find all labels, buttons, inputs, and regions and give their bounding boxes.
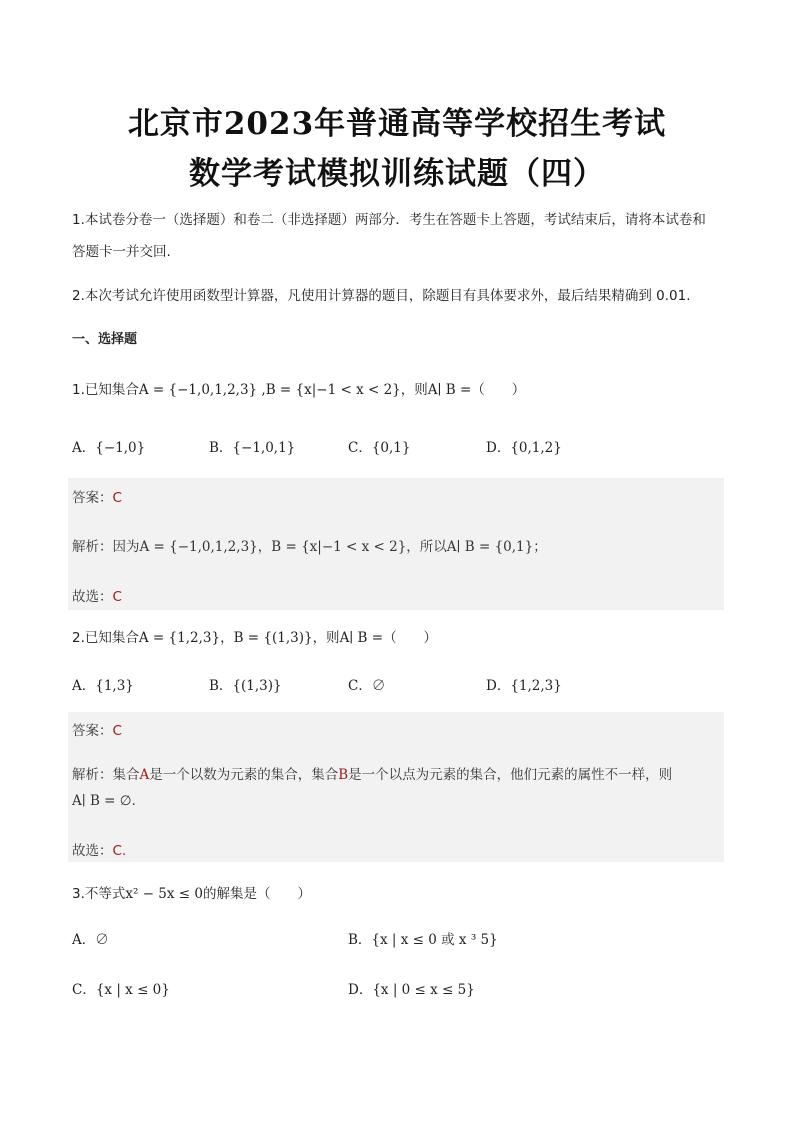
q2-stem-mid: ， — [220, 630, 234, 646]
q2-option-d: D．{1,2,3} — [486, 678, 562, 694]
q1-conclusion — [72, 585, 122, 605]
q2-analysis-var-a: A — [139, 767, 150, 783]
q1-analysis-text: 因为 — [112, 539, 140, 555]
q1-analysis-mid: ，所以 — [406, 539, 447, 555]
note-1-line-1: 1.本试卷分卷一（选择题）和卷二（非选择题）两部分．考生在答题卡上答题，考试结束后，请将本试卷和 — [72, 212, 706, 228]
q2-analysis-end: . — [131, 793, 136, 809]
q2-conclusion — [72, 839, 126, 859]
q3-stem-text: 3.不等式 — [72, 886, 126, 902]
q2-answer — [72, 719, 122, 739]
q2-answer-value: C — [112, 723, 122, 739]
q1-analysis-label: 解析： — [72, 539, 113, 555]
note-1-line-2: 答题卡一并交回. — [72, 244, 171, 260]
q2-answer-box — [68, 712, 724, 862]
exam-title-line1: 北京市2023年普通高等学校招生考试 — [127, 106, 667, 142]
q1-stem-paren: （ ） — [471, 382, 526, 398]
q1-analysis — [72, 535, 547, 555]
q2-analysis-text-c: 是一个以点为元素的集合，他们元素的属性不一样，则 — [348, 767, 673, 783]
question-3-stem — [72, 882, 311, 906]
q1-option-d: D．{0,1,2} — [486, 440, 562, 456]
q2-stem-math2: B = {(1,3)} — [233, 630, 313, 646]
q2-analysis-var-b: B — [338, 767, 349, 783]
q1-option-b: B．{−1,0,1} — [209, 440, 296, 456]
q1-answer-value: C — [112, 490, 122, 506]
q2-stem-text: 2.已知集合 — [72, 630, 139, 646]
q1-stem-text: 1.已知集合 — [72, 382, 139, 398]
q1-answer-label: 答案： — [72, 490, 113, 506]
q3-option-a: A．∅ — [72, 932, 109, 948]
q2-option-b: B．{(1,3)} — [209, 678, 282, 694]
q1-conclusion-label: 故选： — [72, 589, 113, 605]
exam-title-line2: 数学考试模拟训练试题（四） — [189, 156, 605, 192]
q1-stem-math2: A∣ B = — [427, 382, 472, 398]
q1-analysis-math-2: B = {x|−1 < x < 2} — [271, 539, 407, 555]
q2-stem-paren: （ ） — [383, 630, 438, 646]
q1-answer — [72, 486, 122, 506]
q2-answer-label: 答案： — [72, 723, 113, 739]
q2-option-c: C．∅ — [348, 678, 386, 694]
q1-conclusion-value: C — [112, 589, 122, 605]
q1-stem-math: A = {−1,0,1,2,3} ,B = {x|−1 < x < 2} — [138, 382, 401, 398]
note-2: 2.本次考试允许使用函数型计算器，凡使用计算器的题目，除题目有具体要求外，最后结果精确到 0.01. — [72, 288, 691, 304]
q2-analysis-text-b: 是一个以数为元素的集合，集合 — [149, 767, 339, 783]
q2-conclusion-value: C. — [112, 843, 127, 859]
q3-option-c: C．{x | x ≤ 0} — [72, 982, 170, 998]
q2-option-a: A．{1,3} — [72, 678, 134, 694]
q3-stem-math: x² − 5x ≤ 0 — [125, 886, 203, 902]
question-1-stem — [72, 378, 525, 402]
q2-analysis-text-a: 集合 — [112, 767, 140, 783]
q3-option-b: B．{x | x ≤ 0 或 x ³ 5} — [348, 932, 498, 948]
q1-stem-mid: ，则 — [400, 382, 428, 398]
q2-stem-math: A = {1,2,3} — [138, 630, 221, 646]
q2-conclusion-label: 故选： — [72, 843, 113, 859]
q2-analysis-line-1 — [72, 763, 672, 783]
q3-stem-paren: 的解集是（ ） — [203, 886, 311, 902]
q1-analysis-sep: ， — [257, 539, 272, 555]
q1-option-a: A．{−1,0} — [72, 440, 146, 456]
q1-analysis-math-3: A∣ B = {0,1} — [446, 539, 534, 555]
q2-analysis-math: A∣ B = ∅ — [72, 793, 132, 809]
q2-stem-math3: A∣ B = — [339, 630, 384, 646]
question-2-stem — [72, 626, 437, 650]
q2-analysis-line-2 — [72, 793, 136, 809]
q1-option-c: C．{0,1} — [348, 440, 411, 456]
q2-analysis-label: 解析： — [72, 767, 113, 783]
q3-option-d: D．{x | 0 ≤ x ≤ 5} — [348, 982, 475, 998]
q1-analysis-math-1: A = {−1,0,1,2,3} — [139, 539, 258, 555]
section-title: 一、选择题 — [72, 332, 138, 347]
q2-stem-mid2: ，则 — [312, 630, 340, 646]
q1-analysis-end: ； — [533, 539, 547, 555]
